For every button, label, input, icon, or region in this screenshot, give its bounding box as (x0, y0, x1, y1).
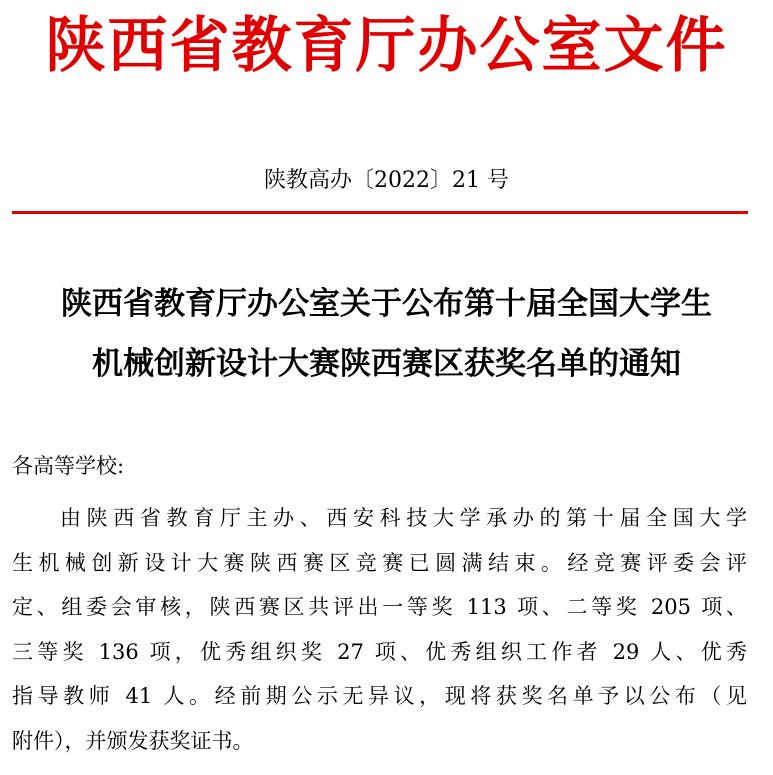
body-line: 指导教师 41 人。经前期公示无异议，现将获奖名单予以公布（见 (12, 684, 747, 708)
notice-title-line: 机械创新设计大赛陕西赛区获奖名单的通知 (92, 346, 681, 382)
document-header-title: 陕西省教育厅办公室文件 (45, 11, 728, 81)
red-divider-line (12, 211, 748, 214)
notice-title (0, 274, 773, 394)
body-line: 定、组委会审核，陕西赛区共评出一等奖 113 项、二等奖 205 项、 (12, 595, 747, 619)
body-paragraph (12, 496, 747, 763)
salutation: 各高等学校: (12, 454, 125, 478)
body-line: 生机械创新设计大赛陕西赛区竞赛已圆满结束。经竞赛评委会评 (12, 550, 747, 575)
document-number: 陕教高办〔2022〕21 号 (264, 168, 509, 193)
body-line: 由陕西省教育厅主办、西安科技大学承办的第十届全国大学 (60, 506, 747, 530)
body-line: 附件），并颁发获奖证书。 (12, 728, 254, 753)
body-line: 三等奖 136 项，优秀组织奖 27 项、优秀组织工作者 29 人、优秀 (12, 639, 747, 664)
notice-title-line: 陕西省教育厅办公室关于公布第十届全国大学生 (61, 286, 712, 322)
